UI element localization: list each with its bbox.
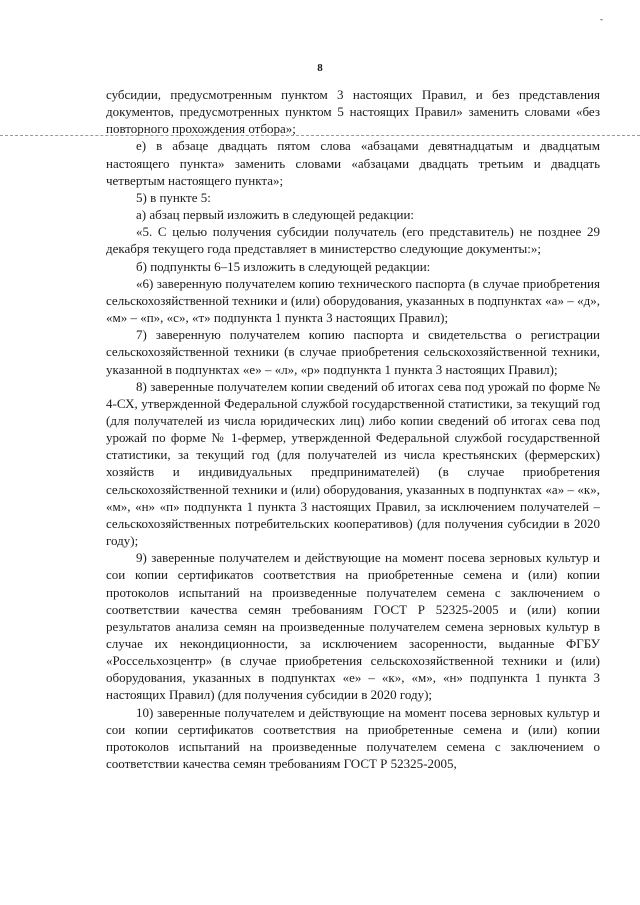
paragraph-a-amendment: а) абзац первый изложить в следующей редакции: <box>136 207 415 223</box>
paragraph-subpoint-9: 9) заверенные получателем и действующие на момент посева зерновых культур и сои копии сертификатов соответствия на приобретенные семена и (или) копии протоколов испытаний на произведенные получателем семена с заключением о соответствии качества семян требованиям ГОСТ Р 52325-2005 и (или) копии результатов анализа семян на произведенные получателем семена зерновых культур в случае их некондиционности, за исключением засоренности, выданные ФГБУ «Россельхозцентр» (в случае приобретения сельскохозяйственной техники и (или) оборудования, указанных в подпунктах «е» – «к», «м», «н» подпункта 1 пункта 3 настоящих Правил) (для получения субсидии в 2020 году); <box>106 550 600 703</box>
paragraph-subpoint-6: «6) заверенную получателем копию технического паспорта (в случае приобретения сельскохозяйственной техники и (или) оборудования, указанных в подпунктах «а» – «д», «м» – «п», «с», «т» подпункта 1 пункта 3 настоящих Правил); <box>106 275 600 326</box>
paragraph-subpoint-10: 10) заверенные получателем и действующие на момент посева зерновых культур и сои копии сертификатов соответствия на приобретенные семена и (или) копии протоколов испытаний на произведенные получателем семена с заключением о соответствии качества семян требованиям ГОСТ Р 52325-2005, <box>106 704 600 772</box>
corner-mark: - <box>600 14 603 24</box>
page-number: 8 <box>317 62 323 74</box>
paragraph-continuation: субсидии, предусмотренным пунктом 3 настоящих Правил, и без представления документов, предусмотренных пунктом 5 настоящих Правил» заменить словами «без повторного прохождения отбора»; <box>106 87 600 137</box>
paragraph-subpoint-7: 7) заверенную получателем копию паспорта и свидетельства о регистрации сельскохозяйственной техники (в случае приобретения сельскохозяйственной техники, указанной в подпунктах «е» – «л», «р» подпункта 1 пункта 3 настоящих Правил); <box>106 327 600 377</box>
paragraph-point-5-text: «5. С целью получения субсидии получатель (его представитель) не позднее 29 декабря текущего года представляет в министерство следующие документы:»; <box>106 224 600 257</box>
paragraph-point-5: 5) в пункте 5: <box>136 189 211 205</box>
paragraph-subpoint-8: 8) заверенные получателем копии сведений об итогах сева под урожай по форме № 4-СХ, утвержденной Федеральной службой государственной статистики, за текущий год (для получателей из числа юридических лиц) либо копии сведений об итогах сева под урожай по форме № 1-фермер, утвержденной Федеральной службой государственной статистики, за текущий год (для получателей из числа крестьянских (фермерских) хозяйств и индивидуальных предпринимателей) (в случае приобретения сельскохозяйственной техники и (или) оборудования, указанных в подпунктах «а» – «к», «м», «н» «п» подпункта 1 пункта 3 настоящих Правил, за исключением получателей – сельскохозяйственных потребительских кооперативов) (для получения субсидии в 2020 году); <box>106 378 600 549</box>
document-body <box>106 86 600 772</box>
paragraph-b-amendment: б) подпункты 6–15 изложить в следующей редакции: <box>136 258 431 274</box>
paragraph-e-amendment: е) в абзаце двадцать пятом слова «абзацами девятнадцатым и двадцатым настоящего пункта» заменить словами «абзацами двадцать третьим и двадцать четвертым настоящего пункта»; <box>106 138 600 188</box>
